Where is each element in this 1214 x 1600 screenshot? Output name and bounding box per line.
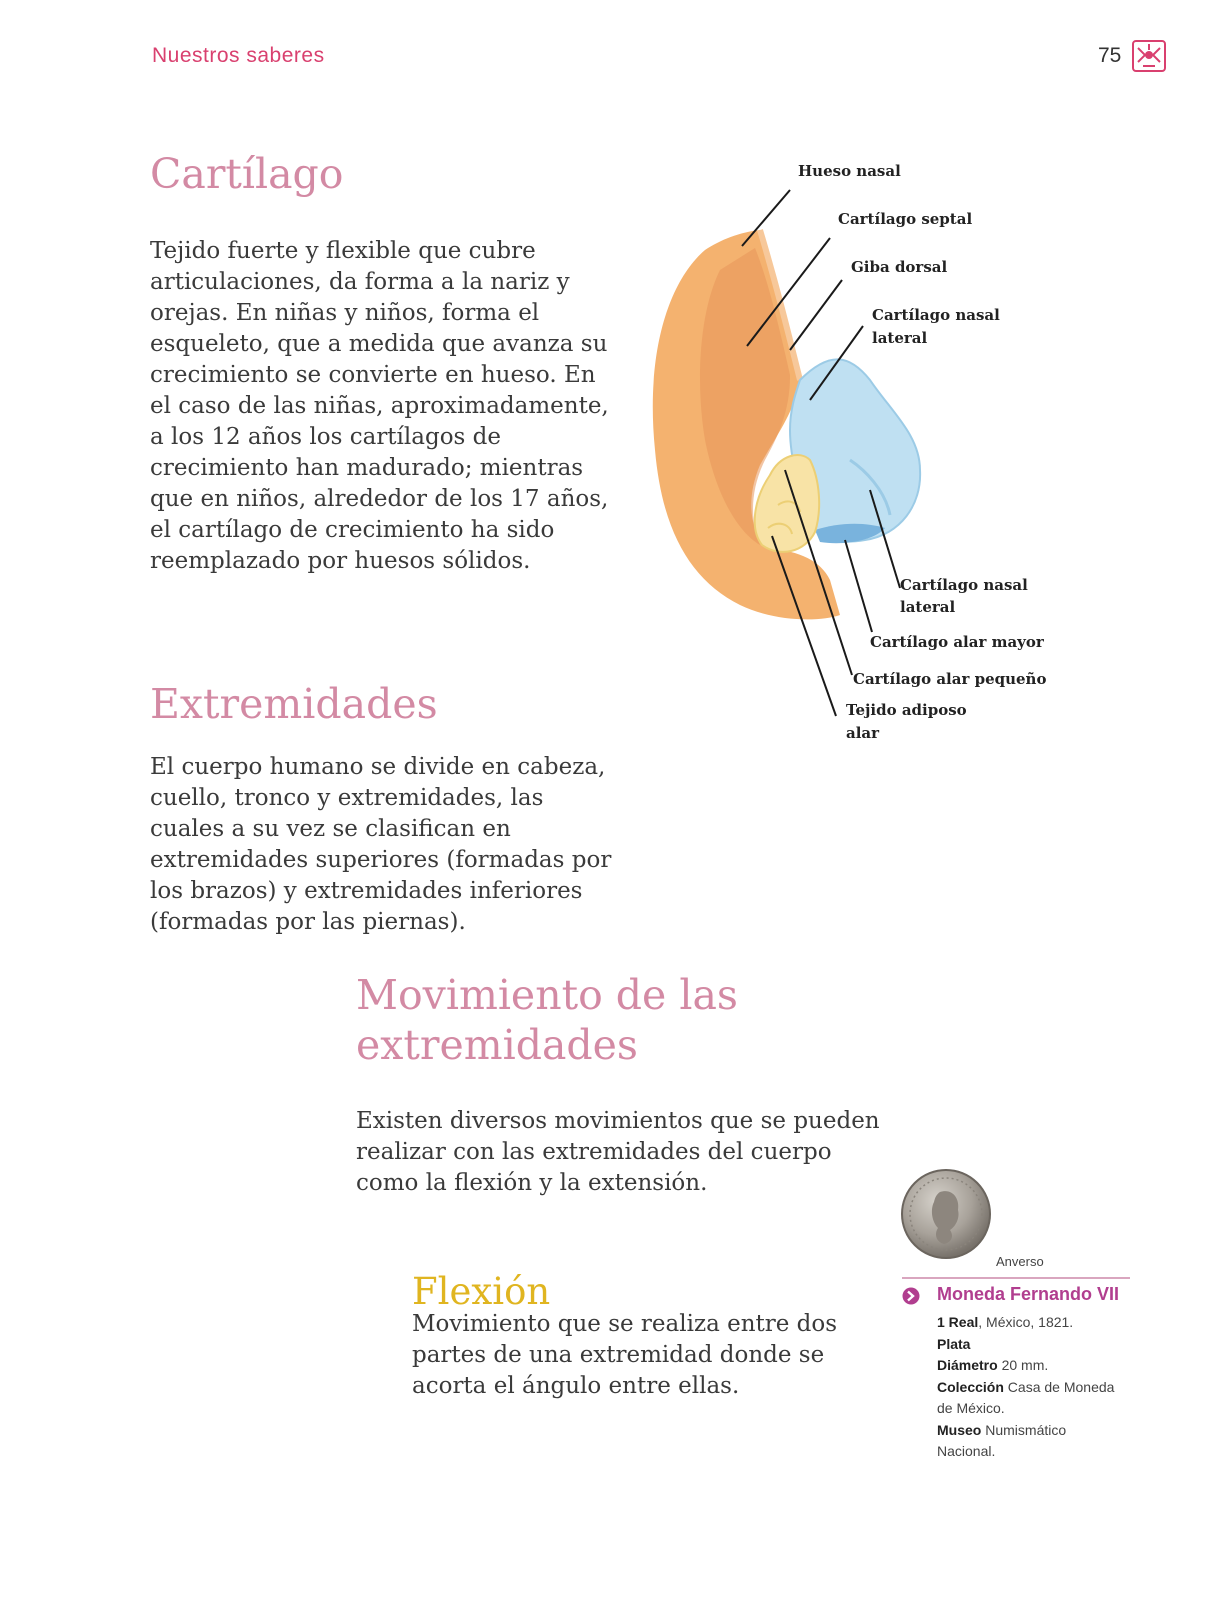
label-hueso-nasal: Hueso nasal [798,162,901,180]
coin-museum: Museo Numismático Nacional. [937,1421,1067,1459]
coin-denomination: 1 Real, México, 1821. [937,1314,1074,1330]
heading-cartilago: Cartílago [150,150,344,198]
label-tejido-adiposo: Tejido adiposo [846,701,967,719]
coin-metal: Plata [937,1335,971,1352]
paragraph-flexion: Movimiento que se realiza entre dos partes de una extremidad donde se acorta el ángulo entre ellas. [412,1311,838,1399]
coin-image [900,1168,992,1260]
label-cartilago-nasal-lateral-bottom-line2: lateral [900,598,956,616]
paragraph-extremidades: El cuerpo humano se divide en cabeza, cuello, tronco y extremidades, las cuales a su vez se clasifican en extremidades superiores (formadas por los brazos) y extremidades inferiores (formadas por las piernas). [150,754,612,935]
coin-diameter: Diámetro 20 mm. [937,1357,1049,1373]
label-giba-dorsal: Giba dorsal [851,258,948,276]
aztec-ornament-icon [1130,38,1168,74]
heading-movimiento-line2: extremidades [356,1021,638,1069]
coin-side-label: Anverso [996,1254,1044,1269]
heading-extremidades: Extremidades [150,680,438,728]
chevron-right-icon [902,1287,920,1305]
label-cartilago-nasal-lateral-top: Cartílago nasal [872,306,1000,324]
heading-flexion: Flexión [412,1270,551,1313]
coin-collection: Colección Casa de Moneda de México. [937,1378,1115,1416]
coin-title: Moneda Fernando VII [937,1284,1120,1304]
label-cartilago-alar-pequeno: Cartílago alar pequeño [853,670,1047,688]
fatty-tissue-shape [755,455,819,552]
section-header: Nuestros saberes [152,44,325,67]
label-cartilago-septal: Cartílago septal [838,210,973,228]
label-cartilago-alar-mayor: Cartílago alar mayor [870,633,1044,651]
heading-movimiento [356,970,876,1070]
paragraph-cartilago: Tejido fuerte y flexible que cubre articulaciones, da forma a la nariz y orejas. En niñas y niños, forma el esqueleto, que a medida que avanza su crecimiento se convierte en hueso. En el caso de las niñas, aproximadamente, a los 12 años los cartílagos de crecimiento han madurado; mientras que en niños, alrededor de los 17 años, el cartílago de crecimiento ha sido reemplazado por huesos sólidos. [150,238,609,574]
nose-anatomy-diagram [650,160,1070,780]
coin-divider [902,1277,1130,1279]
coin-details [937,1312,1127,1463]
label-tejido-adiposo-line2: alar [846,724,880,742]
paragraph-movimiento: Existen diversos movimientos que se pueden realizar con las extremidades del cuerpo como la flexión y la extensión. [356,1108,880,1196]
label-cartilago-nasal-lateral-bottom: Cartílago nasal [900,576,1028,594]
heading-movimiento-line1: Movimiento de las [356,971,738,1019]
page-number: 75 [1098,44,1122,67]
label-cartilago-nasal-lateral-top-line2: lateral [872,329,928,347]
